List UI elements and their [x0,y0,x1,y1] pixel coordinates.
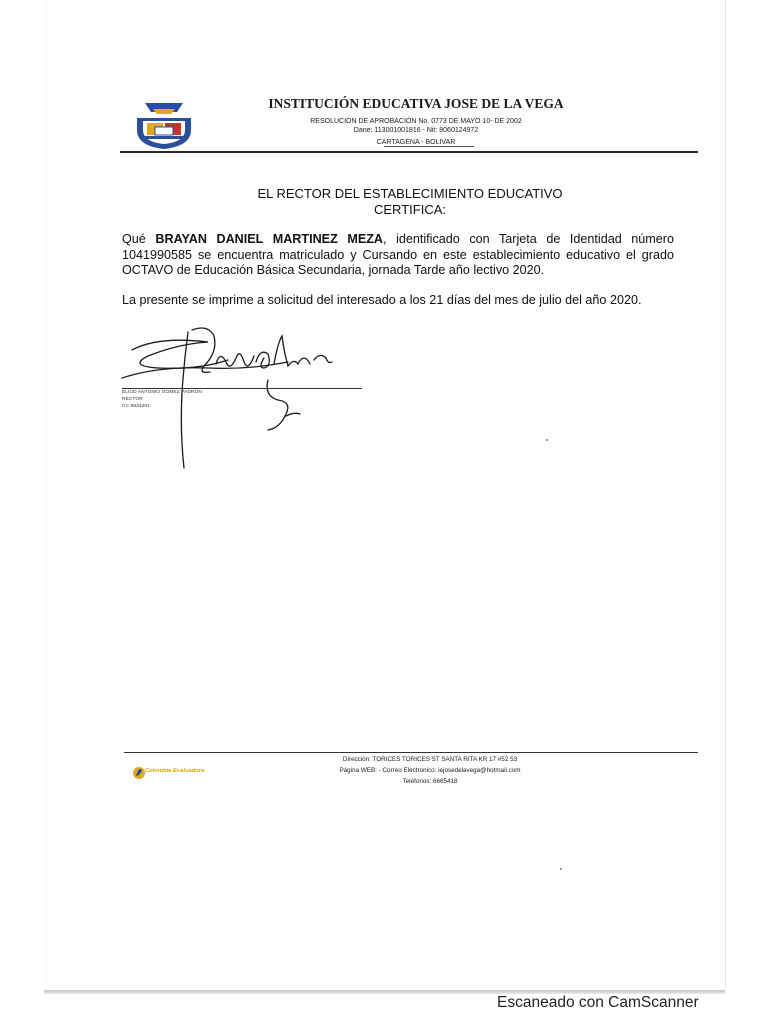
footer-divider [124,752,698,753]
heading-rector: EL RECTOR DEL ESTABLECIMIENTO EDUCATIVO [257,186,563,201]
certificate-paragraph [122,232,674,279]
signer-id: CC 8834201 [122,404,150,409]
footer-logo-label [145,768,204,774]
footer-phone: Teléfonos: 6665418 [402,778,458,785]
signature-line [122,388,362,389]
footer-address: Dirección: TORICES TORICES ST SANTA RITA KR 17 #52 53 [342,756,518,763]
scan-speck [560,868,562,870]
institution-name: INSTITUCIÓN EDUCATIVA JOSE DE LA VEGA [268,96,564,111]
camscanner-watermark: Escaneado con CamScanner [497,994,699,1011]
signer-name: ELIUD ANTONIO GOMEZ PADRON [122,390,202,395]
header-divider [120,151,698,153]
heading-certifica: CERTIFICA: [374,202,446,217]
school-crest-icon [131,100,197,150]
student-name: BRAYAN DANIEL MARTINEZ MEZA [155,232,384,246]
resolution-text: RESOLUCIÓN DE APROBACIÓN No. 0773 DE MAYO 10- DE 2002 [310,118,522,125]
scan-speck [546,439,548,441]
dane-nit-text: Dane: 113001001816 - Nit: 8060124972 [353,127,479,134]
signer-role: RECTOR [122,397,143,402]
footer-contact: Página WEB: - Correo Electronico: iejosedelavega@hotmail.com [339,767,521,774]
footer-logo-label-b: Evaluadora [173,768,205,774]
city-text: CARTAGENA - BOLIVAR [376,139,456,146]
paragraph-body: , identificado con Tarjeta de Identidad número 1041990585 se encuentra matriculado y Cursando en este establecimiento educativo el grado OCTAVO de Educación Básica Secundaria, jornada Tarde año lectivo 2020. [122,232,674,277]
paragraph-prefix: Qué [122,232,156,246]
issue-date-paragraph: La presente se imprime a solicitud del interesado a los 21 días del mes de julio del año 2020. [122,293,642,307]
footer-logo-label-a: Colombia [145,768,174,774]
handwritten-signature [118,322,358,472]
